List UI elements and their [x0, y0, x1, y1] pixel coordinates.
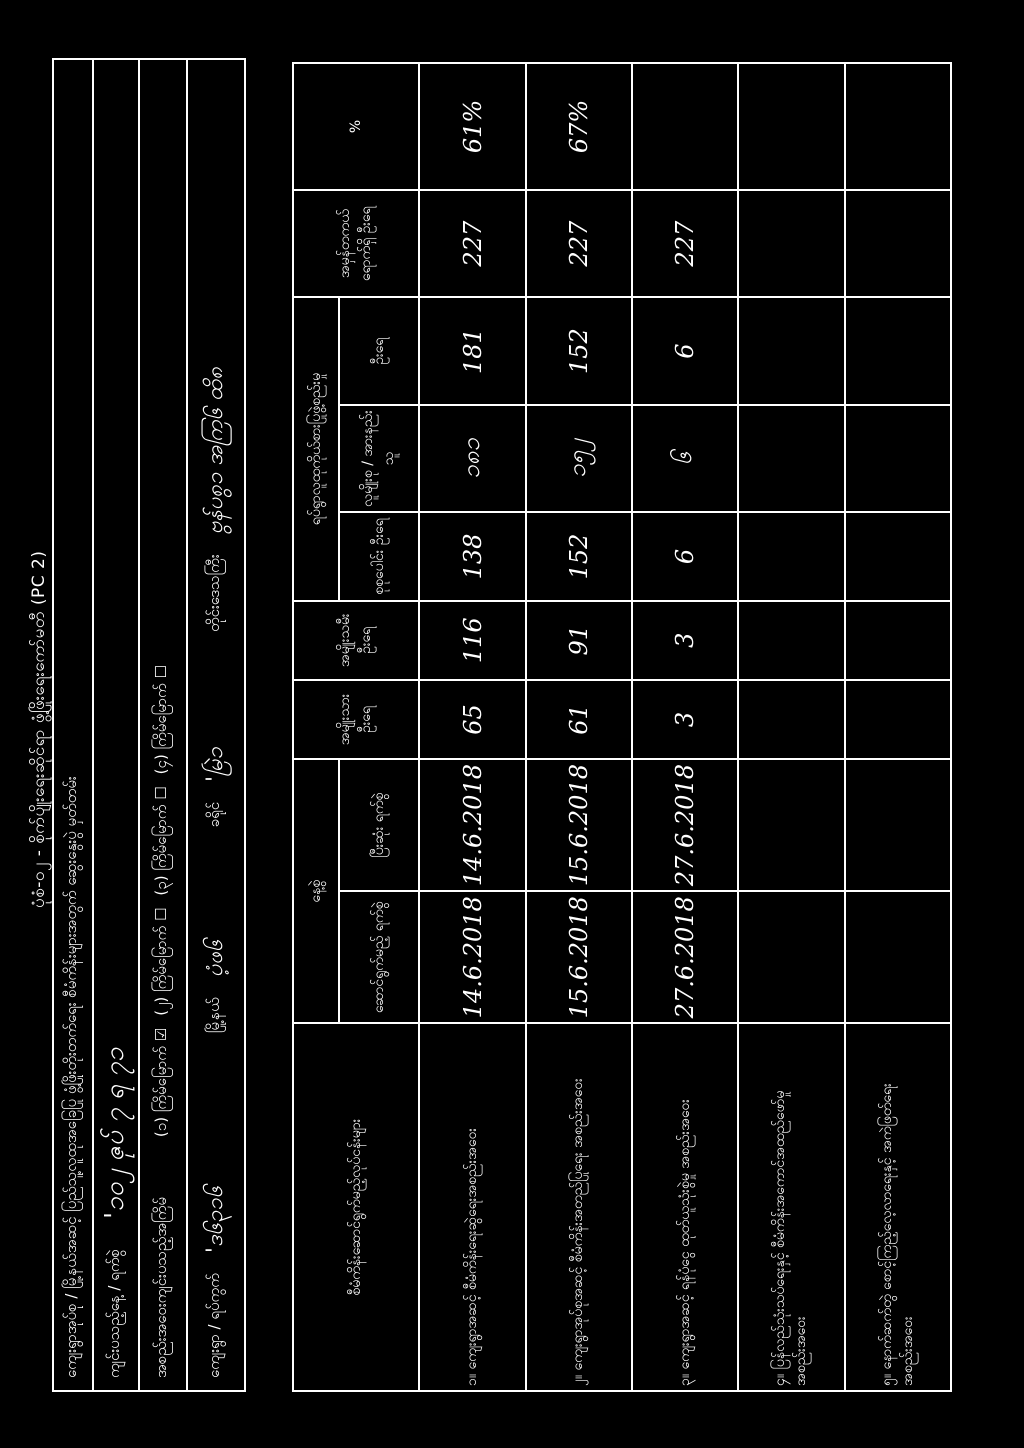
cell-present-count: 227 — [526, 190, 632, 297]
row-activity-label: ၃။ ကျေးရွာအဆင့် ရန်ပုံငွေ ထုတ်ယူသုံးစွဲမှု အစည်းအဝေး — [632, 1023, 738, 1391]
township-value: ပံ့ဖ၆ — [202, 939, 228, 978]
col-female-header: အမျိုးသမီး ဦးရေ — [293, 601, 419, 680]
cell-male-count: 3 — [632, 680, 738, 759]
option-1: (၁) ကြိမ်မြောက် ☑ — [152, 1027, 170, 1138]
col-count-header: ဦးရေ — [339, 297, 419, 404]
col-activity-header: စီမံကိန်းဆောင်ရွက်မည့်လုပ်ငန်းများ — [293, 1023, 419, 1391]
form-location-row — [188, 60, 244, 1390]
cell-minority-count: 181 — [419, 297, 525, 404]
cell-minority-count: 152 — [526, 297, 632, 404]
cell-female-count: 116 — [419, 601, 525, 680]
cell-total-count: 6 — [632, 512, 738, 600]
row-activity-label: ၅။ နောက်ဆက်တွဲ စောင့်ကြည့်လေ့လာရေးနှင့် အကဲဖြတ်ရေး အစည်းအဝေး — [845, 1023, 951, 1391]
cell-percent — [632, 63, 738, 190]
table-row — [845, 63, 951, 1391]
row-activity-label: ၂။ ကျေးရွာအုပ်စုအဆင့် စီမံကိန်းအတည်ပြုရေး အစည်းအဝေး — [526, 1023, 632, 1391]
cell-female-count: 3 — [632, 601, 738, 680]
cell-male-count: 61 — [526, 680, 632, 759]
cell-total-count: 152 — [526, 512, 632, 600]
cell-end-date: 15.6.2018 — [526, 759, 632, 891]
cell-minority-count: 6 — [632, 297, 738, 404]
cell-end-date: 14.6.2018 — [419, 759, 525, 891]
form-date-row — [94, 60, 140, 1390]
cell-minority-note: ၁၅၂ — [526, 405, 632, 512]
cell-start-date: 27.6.2018 — [632, 891, 738, 1023]
form-title-row — [54, 60, 94, 1390]
cell-minority-note: ၆ — [632, 405, 738, 512]
region-value: ဗွန်ပ၈ွ၁ အကြ၆ ထိ၈ — [202, 367, 228, 535]
cell-start-date — [738, 891, 844, 1023]
meeting-count-label: အစည်းအဝေးကျင်းပသည့်အကြိမ် — [152, 1197, 170, 1378]
township-label: မြို့နယ် — [205, 997, 223, 1034]
cell-male-count — [845, 680, 951, 759]
cell-total-count — [738, 512, 844, 600]
meeting-table — [292, 62, 952, 1392]
meeting-info-form — [52, 58, 246, 1392]
cell-minority-count — [845, 297, 951, 404]
cell-end-date — [738, 759, 844, 891]
table-row — [419, 63, 525, 1391]
cell-minority-note: ၁၈၁ — [419, 405, 525, 512]
table-row — [632, 63, 738, 1391]
cell-present-count: 227 — [419, 190, 525, 297]
cell-minority-count — [738, 297, 844, 404]
document-heading: ပုံစံ-၀၂ - စိုက်ပျိုးရေးဆိုင်ရာ ဖွံ့ဖြိုးရေးကော်မတီ (PC 2) — [29, 550, 49, 908]
village-label: ကျေးရွာ / ရပ်ကွက် — [205, 1273, 223, 1378]
col-end-date-header: ပြီးဆုံး ရက်စွဲ — [339, 759, 419, 891]
cell-start-date: 14.6.2018 — [419, 891, 525, 1023]
header-row-1 — [293, 63, 339, 1391]
cell-minority-note — [738, 405, 844, 512]
table-row — [526, 63, 632, 1391]
col-start-date-header: ဆောင်ရွက်မည့် ရက်စွဲ — [339, 891, 419, 1023]
option-2: (၂) ကြိမ်မြောက် ☐ — [152, 907, 170, 1016]
cell-percent — [738, 63, 844, 190]
cell-present-count: 227 — [632, 190, 738, 297]
village-value: 'ဒ၆၃၁၆ — [202, 1186, 228, 1254]
form-meeting-count-row — [140, 60, 188, 1390]
cell-start-date: 15.6.2018 — [526, 891, 632, 1023]
form-title: ကျေးရွာအုပ်စု / မြို့နယ်အဆင့် ပြည်သူ့လူထုအခြေပြု ဖွံ့ဖြိုးတိုးတက်ရေး စီမံကိန်းများအတွက် ဆွေးနွေးပွဲ မှတ်တမ်း — [62, 776, 80, 1378]
cell-minority-note — [845, 405, 951, 512]
cell-present-count — [845, 190, 951, 297]
table-row — [738, 63, 844, 1391]
cell-percent — [845, 63, 951, 190]
col-present-header: အမှန်တကယ် ရောက်ရှိ ဦးရေ — [293, 190, 419, 297]
cell-end-date: 27.6.2018 — [632, 759, 738, 891]
col-male-header: အမျိုးသား ဦးရေ — [293, 680, 419, 759]
col-representation-group-header: ရပ်ရွာလူထုကိုယ်စားပြုဖွဲ့စည်းမှု — [293, 297, 339, 600]
cell-total-count — [845, 512, 951, 600]
cell-total-count: 138 — [419, 512, 525, 600]
option-3: (၃) ကြိမ်မြောက် ☐ — [152, 786, 170, 896]
district-value: 'မြဲ၁ — [202, 747, 228, 782]
col-minority-header: လူမျိုးစု / အားနည်းသူ — [339, 405, 419, 512]
col-percent-header: % — [293, 63, 419, 190]
col-total-header: စုစုပေါင်း ဦးရေ — [339, 512, 419, 600]
cell-female-count — [845, 601, 951, 680]
cell-percent: 67% — [526, 63, 632, 190]
cell-female-count: 91 — [526, 601, 632, 680]
row-activity-label: ၄။ ပြန်လည်သုံးသပ်ရေးနှင့် စီမံကိန်းအကောင်အထည်ဖော်မှု အစည်းအဝေး — [738, 1023, 844, 1391]
cell-male-count — [738, 680, 844, 759]
cell-male-count: 65 — [419, 680, 525, 759]
row-activity-label: ၁။ ကျေးရွာအဆင့် စီမံကိန်းရေးဆွဲရေးအစည်းအဝေး — [419, 1023, 525, 1391]
col-date-group-header: နေ့စွဲ — [293, 759, 339, 1023]
option-4: (၄) ကြိမ်မြောက် ☐ — [152, 665, 170, 775]
cell-present-count — [738, 190, 844, 297]
cell-percent: 61% — [419, 63, 525, 190]
cell-end-date — [845, 759, 951, 891]
region-label: တိုင်းဒေသကြီး — [205, 554, 223, 632]
date-label: ကျင်းပသည့်နေ့ / ရက်စွဲ — [105, 1249, 123, 1378]
cell-female-count — [738, 601, 844, 680]
cell-start-date — [845, 891, 951, 1023]
date-value: '၁၀၂ ဇုပ် ၇ ရ ၇၁ — [99, 1047, 130, 1220]
district-label: ခရိုင် — [205, 801, 223, 828]
